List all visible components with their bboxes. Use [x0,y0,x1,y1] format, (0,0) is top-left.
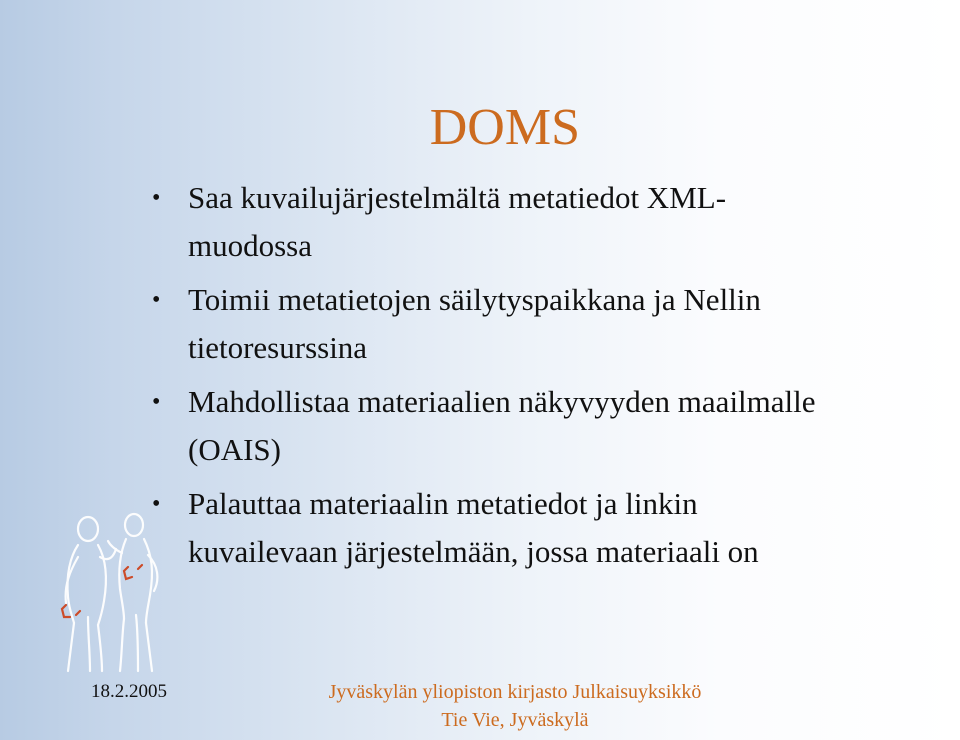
bullet-symbol: • [152,491,161,517]
footer-date: 18.2.2005 [91,681,167,702]
list-item [152,378,960,474]
footer-org-line-2: Tie Vie, Jyväskylä [441,709,589,731]
bullet-line-2: tietoresurssina [188,330,368,365]
bullet-line-1: Palauttaa materiaalin metatiedot ja linkin [188,486,698,521]
list-item [152,480,960,576]
bullet-symbol: • [152,185,161,211]
bullet-line-2: (OAIS) [188,432,281,467]
bullet-line-1: Saa kuvailujärjestelmältä metatiedot XML- [188,180,727,215]
footer-organization [290,678,740,734]
bullet-line-1: Mahdollistaa materiaalien näkyvyyden maailmalle [188,384,816,419]
bullet-list [152,174,960,582]
bullet-symbol: • [152,389,161,415]
slide-title: DOMS [429,99,580,156]
list-item [152,276,960,372]
list-item [152,174,960,270]
footer-org-line-1: Jyväskylän yliopiston kirjasto Julkaisuyksikkö [328,681,702,703]
bullet-line-1: Toimii metatietojen säilytyspaikkana ja Nellin [188,282,761,317]
bullet-line-2: kuvailevaan järjestelmään, jossa materiaali on [188,534,759,569]
bullet-symbol: • [152,287,161,313]
bullet-line-2: muodossa [188,228,312,263]
